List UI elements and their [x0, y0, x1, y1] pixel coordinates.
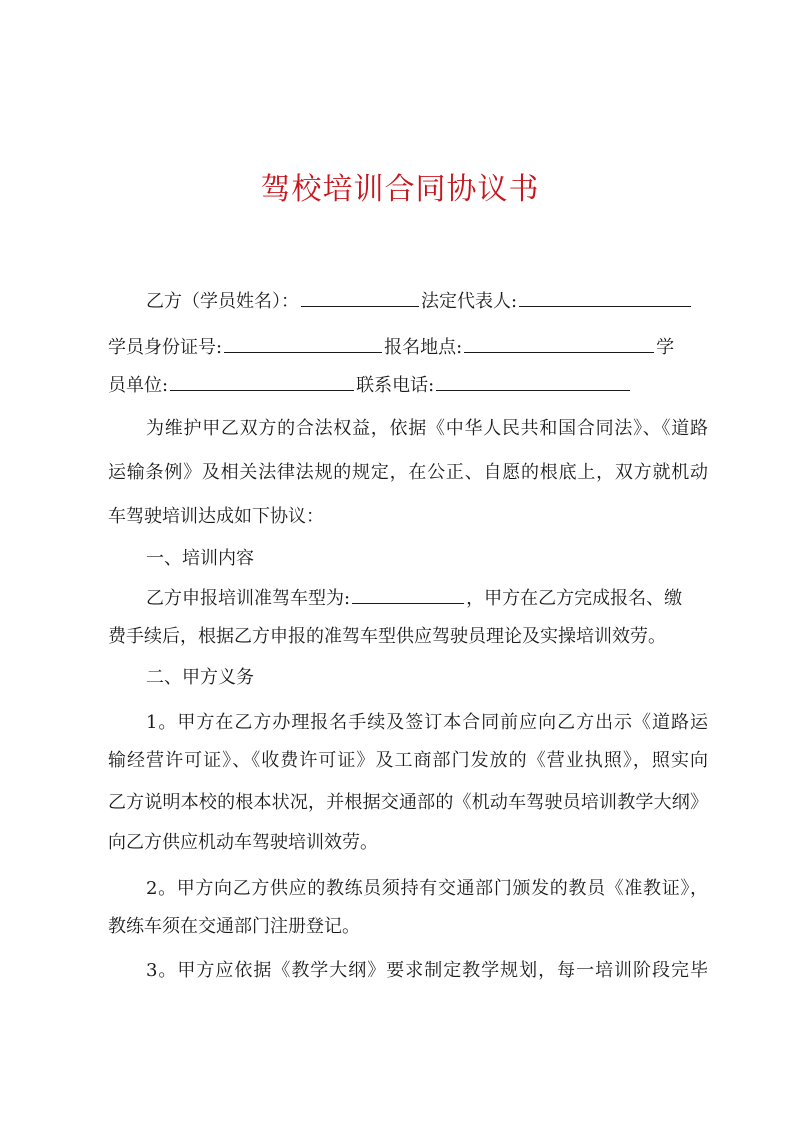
document-title: 驾校培训合同协议书	[260, 172, 540, 207]
party-line-1	[146, 288, 708, 315]
work-unit-blank	[170, 372, 354, 391]
id-number-blank	[224, 334, 382, 353]
section-2-item-1-line-3: 乙方说明本校的根本状况，并根据交通部的《机动车驾驶员培训教学大纲》	[108, 792, 708, 813]
preamble-line-1: 为维护甲乙双方的合法权益，依据《中华人民共和国合同法》、《道路	[146, 418, 708, 439]
section-2-item-1-line-2: 输经营许可证》、《收费许可证》及工商部门发放的《营业执照》，照实向	[108, 750, 708, 771]
work-unit-label-a: 学	[656, 337, 675, 358]
section-2-item-1-line-1: 1。甲方在乙方办理报名手续及签订本合同前应向乙方出示《道路运	[146, 712, 708, 733]
phone-label: 联系电话:	[356, 375, 435, 396]
section-2-item-1-line-4: 向乙方供应机动车驾驶培训效劳。	[108, 832, 378, 853]
section-1-line-2: 费手续后，根据乙方申报的准驾车型供应驾驶员理论及实操培训效劳。	[108, 626, 666, 647]
section-2-item-3-line-1: 3。甲方应依据《教学大纲》要求制定教学规划，每一培训阶段完毕	[146, 960, 708, 981]
student-name-label: 乙方（学员姓名）：	[146, 291, 299, 312]
vehicle-type-label: 乙方申报培训准驾车型为:	[146, 588, 351, 609]
section-1-line-1-suffix: ，甲方在乙方完成报名、缴	[466, 588, 683, 609]
signup-place-label: 报名地点:	[384, 337, 463, 358]
section-2-heading: 二、甲方义务	[146, 667, 254, 688]
section-2-item-2-line-2: 教练车须在交通部门注册登记。	[108, 916, 360, 937]
preamble-line-3: 车驾驶培训达成如下协议：	[108, 506, 324, 527]
section-1-heading: 一、培训内容	[146, 548, 254, 569]
section-1-line-1	[146, 585, 708, 612]
signup-place-blank	[464, 334, 654, 353]
legal-rep-blank	[519, 288, 691, 307]
party-line-3	[108, 372, 708, 399]
vehicle-type-blank	[352, 585, 464, 604]
party-line-2	[108, 334, 708, 361]
phone-blank	[436, 372, 630, 391]
preamble-line-2: 运输条例》及相关法律法规的规定，在公正、自愿的根底上，双方就机动	[108, 462, 708, 483]
student-name-blank	[301, 288, 419, 307]
legal-rep-label: 法定代表人:	[421, 291, 518, 312]
section-2-item-2-line-1: 2。甲方向乙方供应的教练员须持有交通部门颁发的教员《准教证》，	[146, 878, 708, 899]
id-number-label: 学员身份证号:	[108, 337, 223, 358]
work-unit-label-b: 员单位:	[108, 375, 169, 396]
